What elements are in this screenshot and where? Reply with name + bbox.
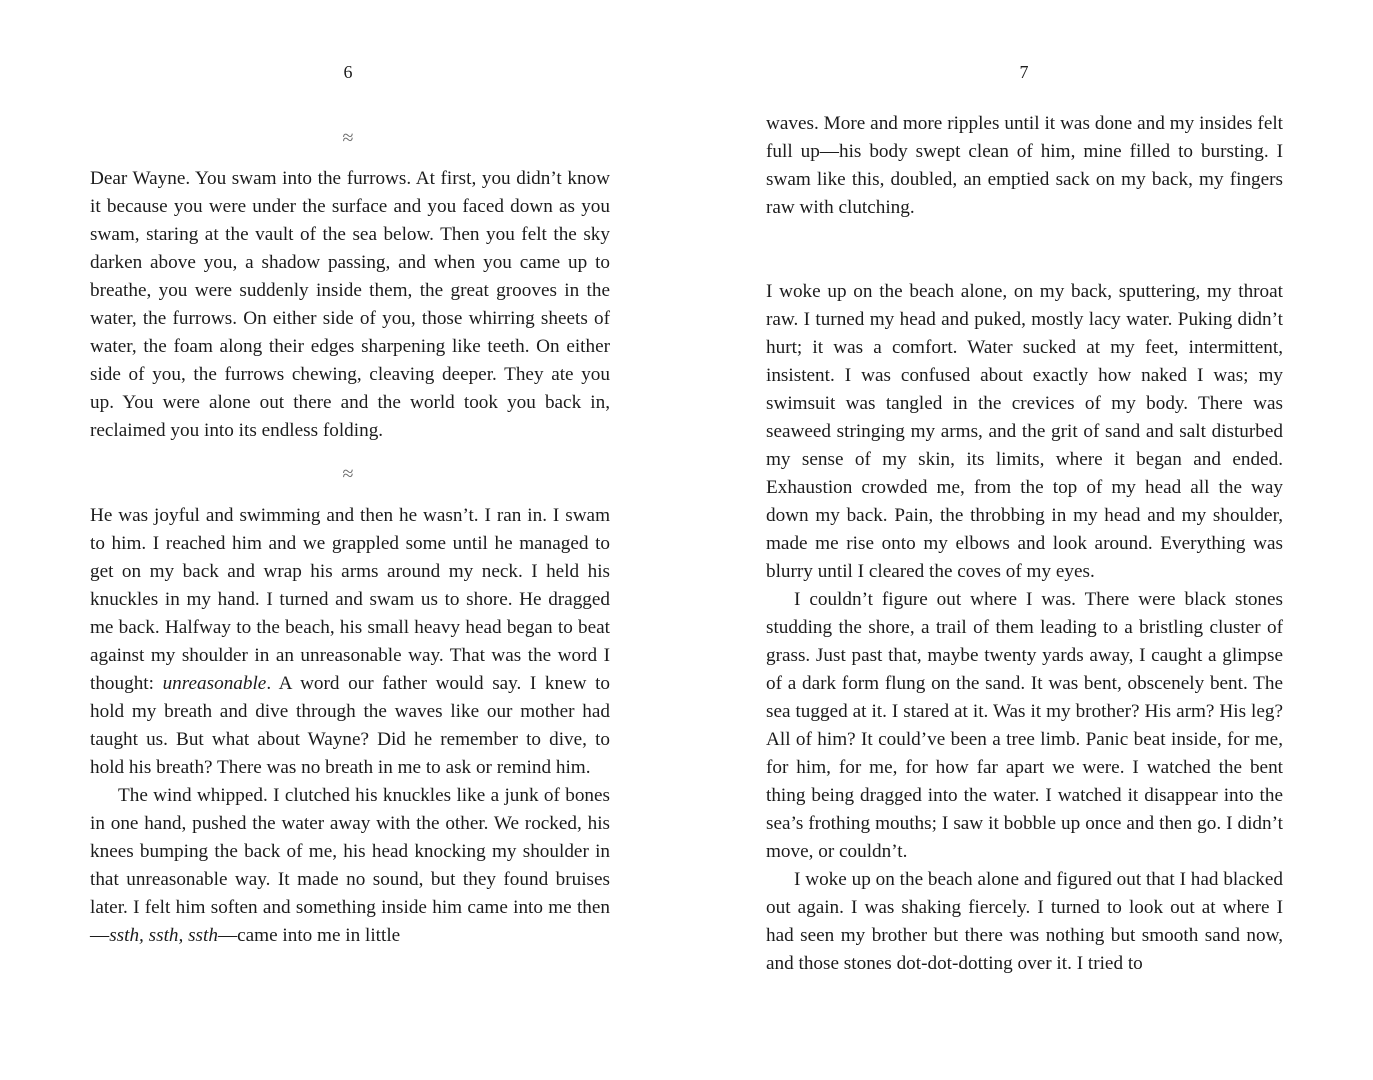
left-text-block-2 [90, 502, 610, 950]
paragraph-dear-wayne: Dear Wayne. You swam into the furrows. At first, you didn’t know it because you were under the surface and you faced down as you swam, staring at the vault of the sea below. Then you felt the sky darken above you, a shadow passing, and when you came up to breathe, you were suddenly inside them, the great grooves in the water, the furrows. On either side of you, those whirring sheets of water, the foam along their edges sharpening like teeth. On either side of you, the furrows chewing, cleaving deeper. They ate you up. You were alone out there and the world took you back in, reclaimed you into its endless folding. [90, 168, 610, 441]
para2-text-after: . A word our father would say. I knew to hold my breath and dive through the waves like our mother had taught us. But what about Wayne? Did he remember to dive, to hold his breath? There was no breath in me to ask or remind him. [90, 673, 610, 778]
right-text-block-1 [766, 110, 1283, 222]
page-number-left: 6 [343, 62, 353, 82]
paragraph-woke-again: I woke up on the beach alone and figured out that I had blacked out again. I was shaking fiercely. I turned to look out at where I had seen my brother but there was nothing but smooth sand now, and those stones dot-dot-dotting over it. I tried to [766, 869, 1283, 974]
right-text-block-2 [766, 278, 1283, 978]
para3-italic-sound: ssth, ssth, ssth [109, 925, 218, 946]
page-number-right: 7 [1019, 62, 1029, 82]
para2-text-before: He was joyful and swimming and then he wasn’t. I ran in. I swam to him. I reached him and we grappled some until he managed to get on my back and wrap his arms around my neck. I held his knuckles in my hand. I turned and swam us to shore. He dragged me back. Halfway to the beach, his small heavy head began to beat against my shoulder in an unreasonable way. That was the word I thought: [90, 505, 610, 694]
section-break-2: ≈ [342, 463, 354, 485]
left-text-block-1 [90, 165, 610, 445]
paragraph-joyful [90, 502, 610, 782]
paragraph-woke-up: I woke up on the beach alone, on my back, sputtering, my throat raw. I turned my head and puked, mostly lacy water. Puking didn’t hurt; it was a comfort. Water sucked at my feet, intermittent, insistent. I was confused about exactly how naked I was; my swimsuit was tangled in the crevices of my body. There was seaweed stringing my arms, and the grit of sand and salt disturbed my sense of my skin, its limits, where it began and ended. Exhaustion crowded me, from the top of my head all the way down my back. Pain, the throbbing in my head and my shoulder, made me rise onto my elbows and look around. Everything was blurry until I cleared the coves of my eyes. [766, 281, 1283, 582]
section-break-1: ≈ [342, 127, 354, 149]
paragraph-waves: waves. More and more ripples until it was done and my insides felt full up—his body swept clean of him, mine filled to bursting. I swam like this, doubled, an emptied sack on my back, my fingers raw with clutching. [766, 113, 1283, 218]
para2-italic-word: unreasonable [162, 673, 267, 694]
paragraph-wind-whipped [90, 782, 610, 950]
para3-text-before: The wind whipped. I clutched his knuckles like a junk of bones in one hand, pushed the water away with the other. We rocked, his knees bumping the back of me, his head knocking my shoulder in that unreasonable way. It made no sound, but they found bruises later. I felt him soften and something inside him came into me then— [90, 785, 610, 946]
paragraph-couldnt-figure: I couldn’t figure out where I was. There were black stones studding the shore, a trail of them leading to a bristling cluster of grass. Just past that, maybe twenty yards away, I caught a glimpse of a dark form flung on the sand. It was bent, obscenely bent. The sea tugged at it. I stared at it. Was it my brother? His arm? His leg? All of him? It could’ve been a tree limb. Panic beat inside, for me, for him, for me, for how far apart we were. I watched the bent thing being dragged into the water. I watched it disappear into the sea’s frothing mouths; I saw it bobble up once and then go. I didn’t move, or couldn’t. [766, 589, 1283, 862]
para3-text-after: —came into me in little [217, 925, 401, 946]
